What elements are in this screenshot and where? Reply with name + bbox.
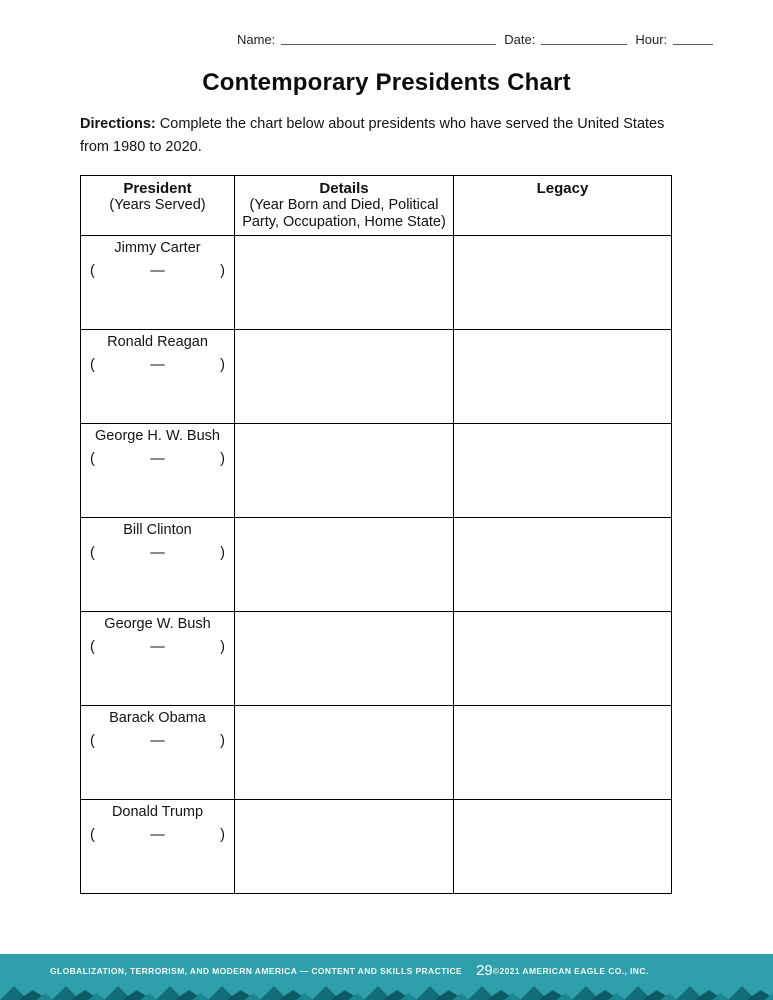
directions-text: Complete the chart below about presidents who have served the United States from 1980 to 2020. [80,116,665,156]
footer-content [0,954,773,979]
name-blank [281,30,496,45]
years-dash: — [150,732,165,749]
footer-triangle-pattern [0,984,773,1000]
presidents-table [80,175,672,894]
years-served-line [81,357,234,373]
paren-close: ) [220,544,225,561]
details-cell [235,236,454,330]
president-name: Ronald Reagan [107,334,208,350]
years-dash: — [150,826,165,843]
details-cell [235,518,454,612]
date-label: Date: [504,32,536,47]
legacy-cell [454,236,672,330]
years-dash: — [150,638,165,655]
president-name: George W. Bush [104,616,211,632]
years-dash: — [150,544,165,561]
details-cell [235,330,454,424]
details-cell [235,800,454,894]
legacy-cell [454,800,672,894]
directions-label: Directions: [80,116,156,132]
paren-close: ) [220,262,225,279]
president-name: Bill Clinton [123,522,192,538]
paren-open: ( [90,826,95,843]
paren-open: ( [90,356,95,373]
years-dash: — [150,450,165,467]
years-served-line [81,451,234,467]
name-label: Name: [237,32,276,47]
years-dash: — [150,262,165,279]
page-number: 29 [476,962,493,979]
years-dash: — [150,356,165,373]
details-column-title: Details [319,180,369,197]
years-served-line [81,263,234,279]
details-cell [235,424,454,518]
table-row [81,236,672,330]
paren-close: ) [220,732,225,749]
table-row [81,800,672,894]
table-row [81,424,672,518]
hour-label: Hour: [635,32,668,47]
table-row [81,518,672,612]
directions [80,113,694,160]
president-column-title: President [123,180,192,197]
president-cell [81,236,235,330]
page-title: Contemporary Presidents Chart [202,69,571,96]
president-name: Jimmy Carter [114,240,201,256]
paren-close: ) [220,638,225,655]
legacy-cell [454,706,672,800]
paren-open: ( [90,638,95,655]
legacy-cell [454,330,672,424]
paren-open: ( [90,544,95,561]
paren-close: ) [220,450,225,467]
details-column-subtitle: (Year Born and Died, Political Party, Occupation, Home State) [242,197,446,231]
legacy-cell [454,424,672,518]
president-cell [81,518,235,612]
table-row [81,612,672,706]
hour-blank [673,30,713,45]
president-name: George H. W. Bush [95,428,220,444]
president-cell [81,612,235,706]
footer-left-group [50,962,493,979]
president-cell [81,424,235,518]
president-cell [81,800,235,894]
footer-left-text: GLOBALIZATION, TERRORISM, AND MODERN AMERICA — CONTENT AND SKILLS PRACTICE [50,965,463,976]
legacy-cell [454,518,672,612]
paren-close: ) [220,826,225,843]
legacy-cell [454,612,672,706]
years-served-line [81,733,234,749]
president-cell [81,706,235,800]
table-row [81,330,672,424]
name-date-hour-line [237,30,713,47]
president-cell [81,330,235,424]
details-cell [235,612,454,706]
column-header-details [235,176,454,236]
column-header-legacy [454,176,672,236]
president-column-subtitle: (Years Served) [109,197,206,213]
date-blank [541,30,627,45]
footer-right-text: ©2021 AMERICAN EAGLE CO., INC. [492,965,649,976]
legacy-column-title: Legacy [536,180,589,197]
column-header-president [81,176,235,236]
paren-open: ( [90,262,95,279]
president-name: Donald Trump [111,804,204,820]
paren-open: ( [90,732,95,749]
years-served-line [81,639,234,655]
president-name: Barack Obama [109,710,206,726]
years-served-line [81,827,234,843]
paren-open: ( [90,450,95,467]
details-cell [235,706,454,800]
table-row [81,706,672,800]
paren-close: ) [220,356,225,373]
table-header-row [81,176,672,236]
years-served-line [81,545,234,561]
footer-bar [0,954,773,1000]
